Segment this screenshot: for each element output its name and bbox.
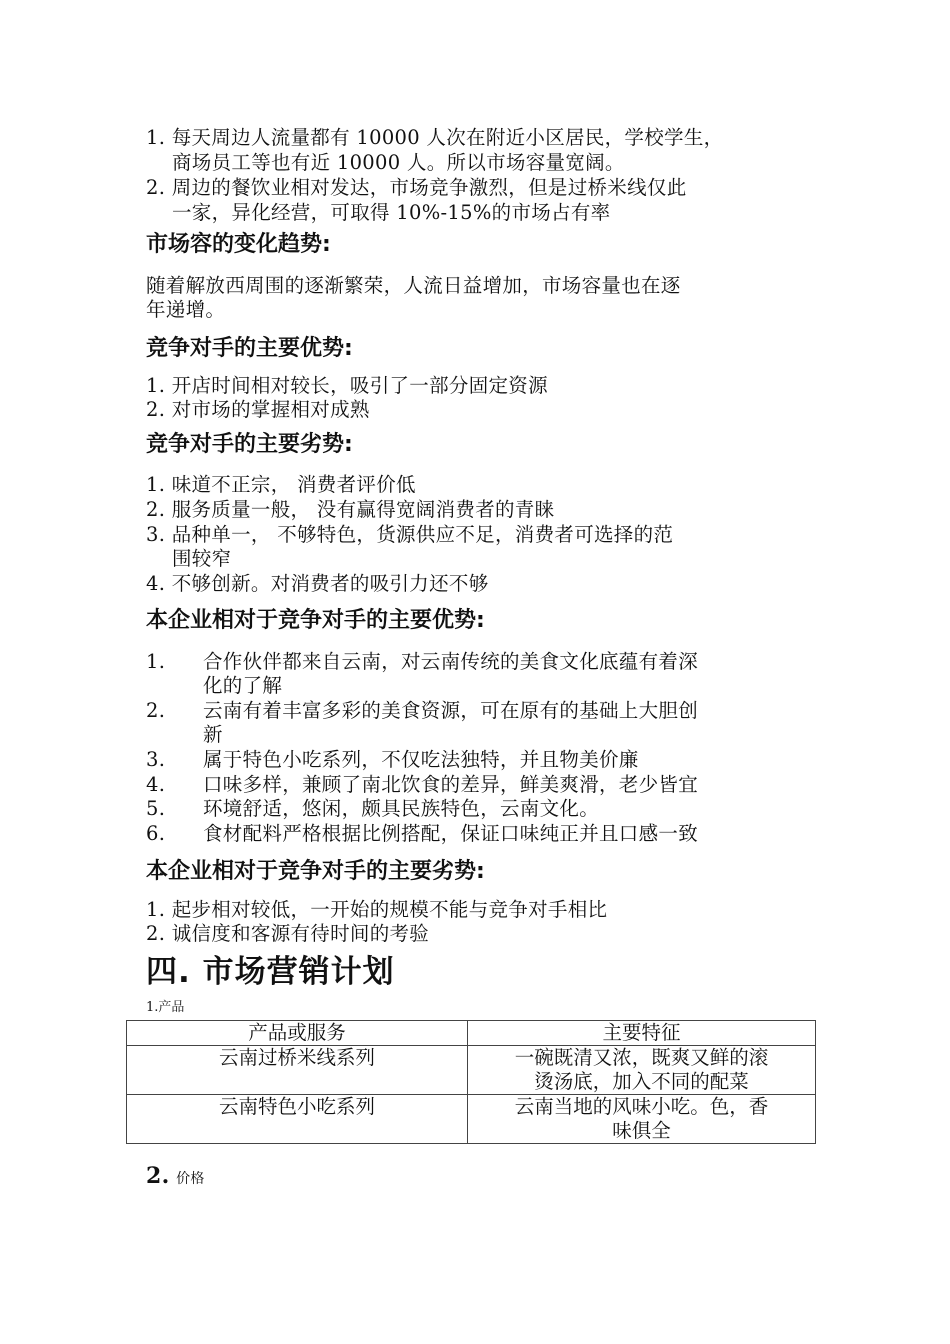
table-header-row	[127, 1021, 816, 1046]
our-strength-text-cont: 新	[203, 723, 223, 746]
price-label: 价格	[176, 1171, 205, 1187]
feature-line: 一碗既清又浓，既爽又鲜的滚	[514, 1046, 769, 1069]
section-title: 四. 市场营销计划	[146, 954, 395, 990]
competitor-weakness-item: 1. 味道不正宗， 消费者评价低	[146, 473, 416, 496]
our-weakness-item: 2. 诚信度和客源有待时间的考验	[146, 922, 430, 945]
table-cell-feature	[468, 1046, 816, 1095]
table-cell-feature	[468, 1095, 816, 1144]
trend-line-1: 随着解放西周围的逐渐繁荣，人流日益增加，市场容量也在逐	[146, 274, 681, 297]
table-row	[127, 1046, 816, 1095]
our-strength-text: 合作伙伴都来自云南，对云南传统的美食文化底蕴有着深	[203, 650, 699, 673]
our-strengths-heading: 本企业相对于竞争对手的主要优势:	[146, 608, 485, 633]
capacity-item-1-line-2: 商场员工等也有近 10000 人。所以市场容量宽阔。	[172, 151, 625, 174]
our-strength-text: 属于特色小吃系列，不仅吃法独特，并且物美价廉	[203, 748, 639, 771]
competitor-weakness-item: 4. 不够创新。对消费者的吸引力还不够	[146, 572, 489, 595]
table-row	[127, 1095, 816, 1144]
feature-line: 味俱全	[612, 1119, 671, 1142]
competitor-weakness-item: 3. 品种单一， 不够特色，货源供应不足，消费者可选择的范	[146, 523, 674, 546]
capacity-item-2-line-1: 2. 周边的餐饮业相对发达，市场竞争激烈，但是过桥米线仅此	[146, 176, 687, 199]
our-strength-text-cont: 化的了解	[203, 674, 283, 697]
competitor-weakness-item-cont: 围较窄	[172, 547, 232, 570]
table-cell-product: 云南特色小吃系列	[127, 1095, 468, 1144]
our-strength-num: 4.	[146, 773, 166, 796]
feature-line: 烫汤底，加入不同的配菜	[534, 1070, 749, 1093]
table-cell-product: 云南过桥米线系列	[127, 1046, 468, 1095]
feature-line: 云南当地的风味小吃。色，香	[514, 1095, 769, 1118]
our-strength-num: 2.	[146, 699, 166, 722]
table-header-cell: 产品或服务	[127, 1021, 468, 1046]
capacity-item-2-line-2: 一家，异化经营，可取得 10%-15%的市场占有率	[172, 201, 611, 224]
table-header-cell: 主要特征	[468, 1021, 816, 1046]
competitor-weaknesses-heading: 竞争对手的主要劣势:	[146, 432, 353, 457]
our-weakness-item: 1. 起步相对较低，一开始的规模不能与竞争对手相比	[146, 898, 608, 921]
competitor-strength-item: 2. 对市场的掌握相对成熟	[146, 398, 370, 421]
price-heading	[146, 1164, 205, 1191]
our-strength-num: 5.	[146, 797, 166, 820]
our-strength-text: 食材配料严格根据比例搭配，保证口味纯正并且口感一致	[203, 822, 699, 845]
our-weaknesses-heading: 本企业相对于竞争对手的主要劣势:	[146, 859, 485, 884]
trend-heading: 市场容的变化趋势:	[146, 232, 331, 257]
our-strength-num: 6.	[146, 822, 166, 845]
our-strength-num: 1.	[146, 650, 166, 673]
competitor-weakness-item: 2. 服务质量一般， 没有赢得宽阔消费者的青睐	[146, 498, 555, 521]
our-strength-num: 3.	[146, 748, 166, 771]
price-number: 2.	[146, 1163, 170, 1189]
product-label: 1.产品	[146, 1000, 185, 1015]
our-strength-text: 云南有着丰富多彩的美食资源，可在原有的基础上大胆创	[203, 699, 699, 722]
trend-line-2: 年递增。	[146, 298, 226, 321]
competitor-strengths-heading: 竞争对手的主要优势:	[146, 336, 353, 361]
our-strength-text: 口味多样，兼顾了南北饮食的差异，鲜美爽滑，老少皆宜	[203, 773, 699, 796]
competitor-strength-item: 1. 开店时间相对较长，吸引了一部分固定资源	[146, 374, 548, 397]
our-strength-text: 环境舒适，悠闲，颇具民族特色，云南文化。	[203, 797, 600, 820]
capacity-item-1-line-1: 1. 每天周边人流量都有 10000 人次在附近小区居民，学校学生，	[146, 126, 724, 149]
product-table	[126, 1020, 816, 1144]
